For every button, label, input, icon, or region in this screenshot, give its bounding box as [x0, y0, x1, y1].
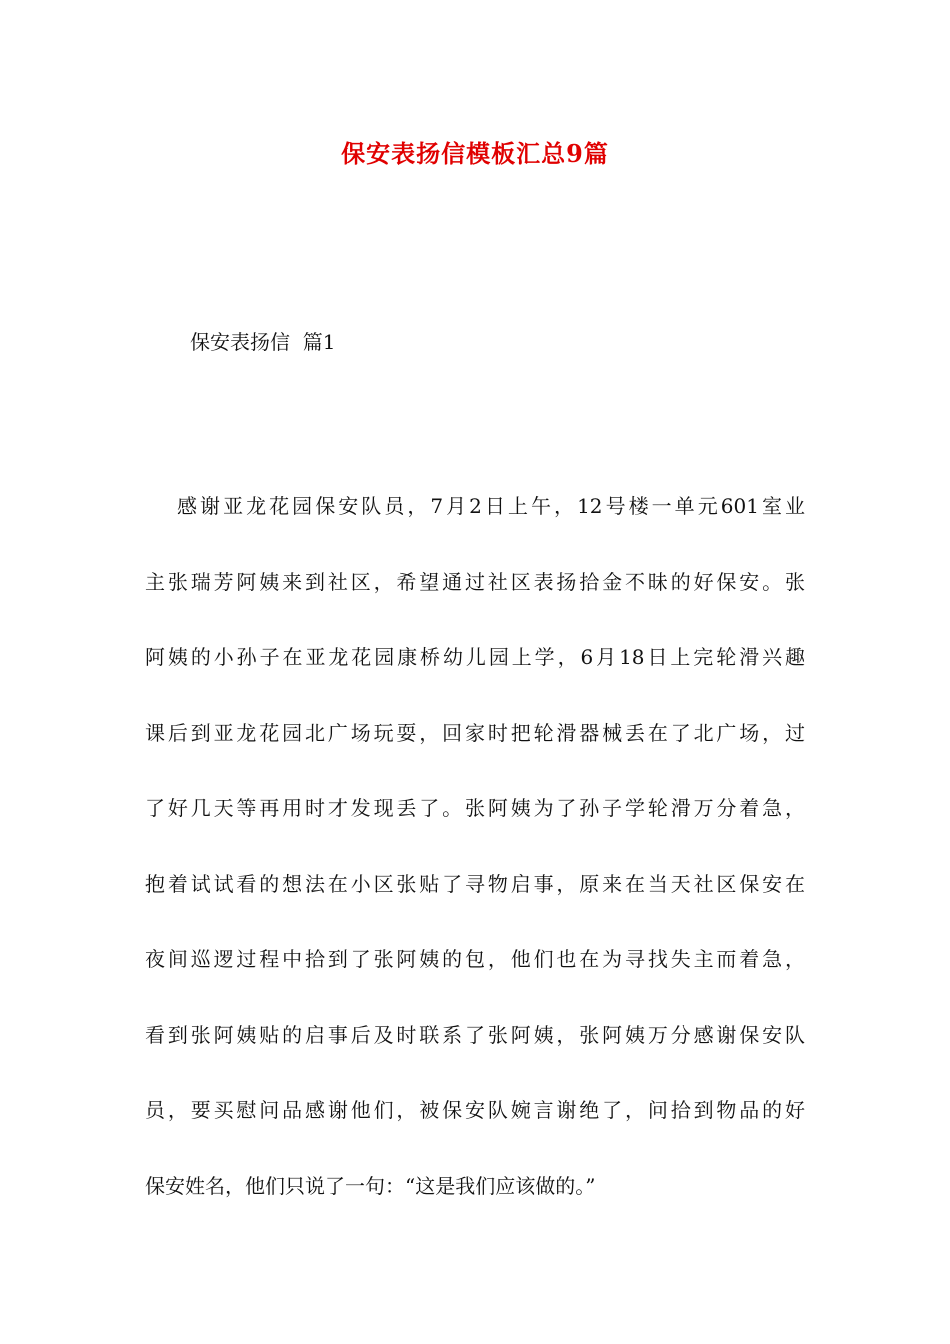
paragraph-line: 主张瑞芳阿姨来到社区，希望通过社区表扬拾金不昧的好保安。张 [145, 569, 805, 594]
paragraph-line: 看到张阿姨贴的启事后及时联系了张阿姨，张阿姨万分感谢保安队 [145, 1022, 805, 1047]
paragraph-line: 抱着试试看的想法在小区张贴了寻物启事，原来在当天社区保安在 [145, 871, 805, 896]
paragraph-line: 课后到亚龙花园北广场玩耍，回家时把轮滑器械丢在了北广场，过 [145, 720, 805, 745]
paragraph-line: 阿姨的小孙子在亚龙花园康桥幼儿园上学，6月18日上完轮滑兴趣 [145, 645, 805, 669]
paragraph-line: 了好几天等再用时才发现丢了。张阿姨为了孙子学轮滑万分着急， [145, 796, 805, 820]
section-heading: 保安表扬信 篇1 [190, 330, 336, 354]
document-title: 保安表扬信模板汇总9篇 [341, 139, 609, 168]
paragraph-line: 员，要买慰问品感谢他们，被保安队婉言谢绝了，问拾到物品的好 [145, 1098, 805, 1122]
paragraph-line: 感谢亚龙花园保安队员，7月2日上午，12号楼一单元601室业 [177, 494, 805, 518]
paragraph-line: 保安姓名，他们只说了一句：“这是我们应该做的。” [145, 1173, 596, 1198]
body-paragraph [145, 469, 805, 1224]
paragraph-line: 夜间巡逻过程中拾到了张阿姨的包，他们也在为寻找失主而着急， [145, 947, 805, 971]
